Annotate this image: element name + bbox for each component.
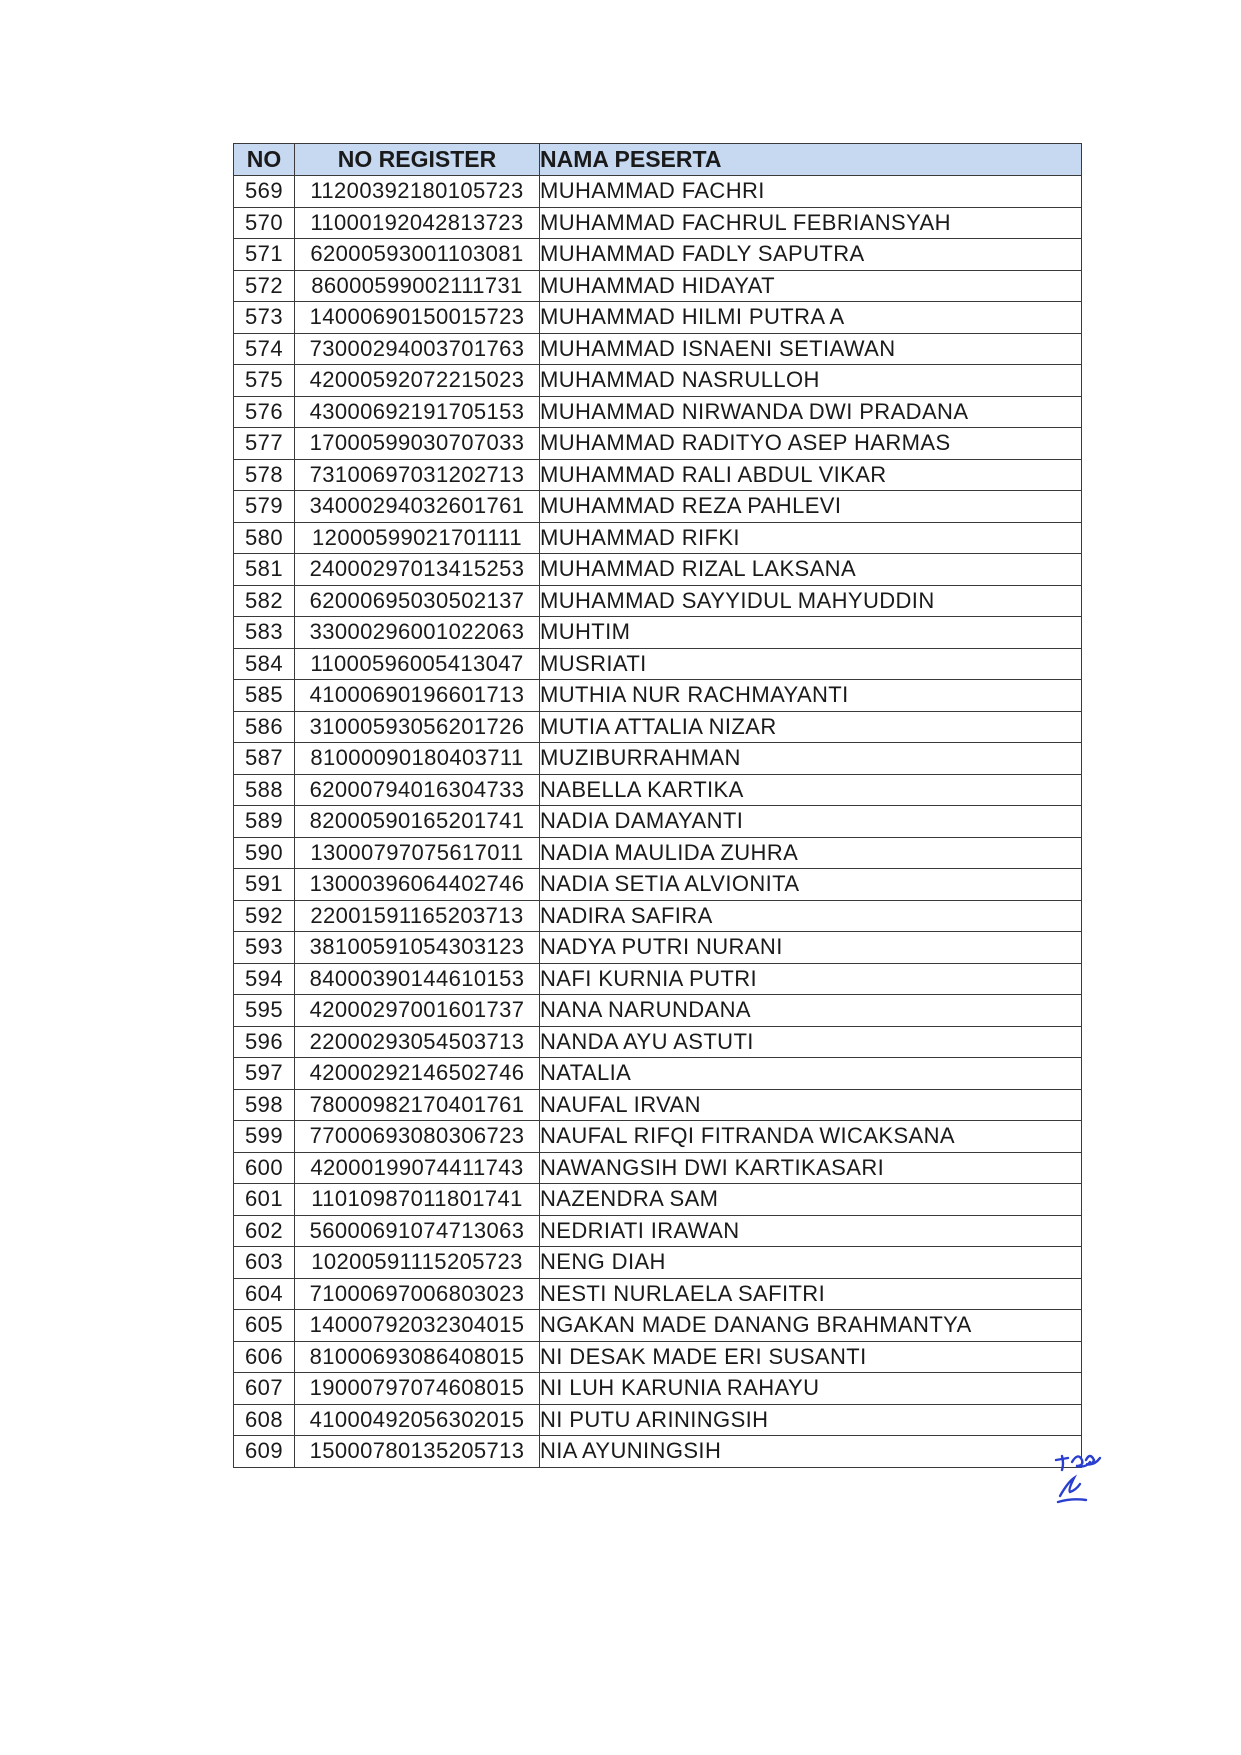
row-register-number: 22001591165203713 (295, 900, 540, 932)
table-row (234, 428, 1082, 460)
table-row (234, 869, 1082, 901)
row-register-number: 41000492056302015 (295, 1404, 540, 1436)
row-register-number: 42000199074411743 (295, 1152, 540, 1184)
row-participant-name: NABELLA KARTIKA (540, 774, 1082, 806)
row-register-number: 73000294003701763 (295, 333, 540, 365)
table-row (234, 1404, 1082, 1436)
handwritten-initials-icon (1052, 1446, 1124, 1506)
row-register-number: 14000690150015723 (295, 302, 540, 334)
table-row (234, 1247, 1082, 1279)
row-number: 589 (234, 806, 295, 838)
row-participant-name: NI LUH KARUNIA RAHAYU (540, 1373, 1082, 1405)
row-number: 569 (234, 176, 295, 208)
table-row (234, 617, 1082, 649)
row-number: 578 (234, 459, 295, 491)
table-row (234, 648, 1082, 680)
table-row (234, 1184, 1082, 1216)
row-participant-name: NAWANGSIH DWI KARTIKASARI (540, 1152, 1082, 1184)
row-register-number: 31000593056201726 (295, 711, 540, 743)
row-register-number: 81000090180403711 (295, 743, 540, 775)
row-number: 591 (234, 869, 295, 901)
table-row (234, 1341, 1082, 1373)
row-participant-name: MUZIBURRAHMAN (540, 743, 1082, 775)
table-body (234, 176, 1082, 1468)
table-row (234, 774, 1082, 806)
row-register-number: 24000297013415253 (295, 554, 540, 586)
table-row (234, 270, 1082, 302)
row-number: 584 (234, 648, 295, 680)
row-register-number: 42000292146502746 (295, 1058, 540, 1090)
row-participant-name: NAUFAL IRVAN (540, 1089, 1082, 1121)
table-row (234, 1373, 1082, 1405)
table-row (234, 1089, 1082, 1121)
row-participant-name: MUHAMMAD RADITYO ASEP HARMAS (540, 428, 1082, 460)
row-number: 570 (234, 207, 295, 239)
row-participant-name: NANA NARUNDANA (540, 995, 1082, 1027)
row-number: 586 (234, 711, 295, 743)
table-row (234, 900, 1082, 932)
row-register-number: 82000590165201741 (295, 806, 540, 838)
table-row (234, 239, 1082, 271)
row-participant-name: NADIA MAULIDA ZUHRA (540, 837, 1082, 869)
row-participant-name: MUHTIM (540, 617, 1082, 649)
row-register-number: 43000692191705153 (295, 396, 540, 428)
row-number: 593 (234, 932, 295, 964)
row-number: 582 (234, 585, 295, 617)
row-number: 609 (234, 1436, 295, 1468)
row-register-number: 13000396064402746 (295, 869, 540, 901)
row-register-number: 14000792032304015 (295, 1310, 540, 1342)
row-participant-name: NADIRA SAFIRA (540, 900, 1082, 932)
row-number: 594 (234, 963, 295, 995)
row-number: 600 (234, 1152, 295, 1184)
row-participant-name: MUHAMMAD RIZAL LAKSANA (540, 554, 1082, 586)
row-number: 605 (234, 1310, 295, 1342)
row-participant-name: NI PUTU ARININGSIH (540, 1404, 1082, 1436)
table-row (234, 1121, 1082, 1153)
row-participant-name: NEDRIATI IRAWAN (540, 1215, 1082, 1247)
row-register-number: 62000695030502137 (295, 585, 540, 617)
row-participant-name: MUHAMMAD FACHRI (540, 176, 1082, 208)
row-number: 588 (234, 774, 295, 806)
participant-table (233, 143, 1082, 1468)
table-row (234, 207, 1082, 239)
row-register-number: 11200392180105723 (295, 176, 540, 208)
row-number: 595 (234, 995, 295, 1027)
table-row (234, 396, 1082, 428)
row-register-number: 62000593001103081 (295, 239, 540, 271)
row-participant-name: NESTI NURLAELA SAFITRI (540, 1278, 1082, 1310)
table-row (234, 806, 1082, 838)
row-register-number: 19000797074608015 (295, 1373, 540, 1405)
table-row (234, 302, 1082, 334)
row-number: 583 (234, 617, 295, 649)
row-number: 602 (234, 1215, 295, 1247)
table-row (234, 491, 1082, 523)
row-register-number: 15000780135205713 (295, 1436, 540, 1468)
row-register-number: 81000693086408015 (295, 1341, 540, 1373)
row-participant-name: MUSRIATI (540, 648, 1082, 680)
row-participant-name: NGAKAN MADE DANANG BRAHMANTYA (540, 1310, 1082, 1342)
row-participant-name: NADYA PUTRI NURANI (540, 932, 1082, 964)
row-register-number: 11010987011801741 (295, 1184, 540, 1216)
row-participant-name: MUHAMMAD FACHRUL FEBRIANSYAH (540, 207, 1082, 239)
row-participant-name: MUHAMMAD NIRWANDA DWI PRADANA (540, 396, 1082, 428)
row-participant-name: NIA AYUNINGSIH (540, 1436, 1082, 1468)
row-register-number: 42000297001601737 (295, 995, 540, 1027)
row-participant-name: MUHAMMAD REZA PAHLEVI (540, 491, 1082, 523)
row-number: 592 (234, 900, 295, 932)
row-register-number: 17000599030707033 (295, 428, 540, 460)
table-row (234, 743, 1082, 775)
table-row (234, 1152, 1082, 1184)
table-row (234, 837, 1082, 869)
row-number: 607 (234, 1373, 295, 1405)
row-number: 571 (234, 239, 295, 271)
table-row (234, 995, 1082, 1027)
table-row (234, 585, 1082, 617)
row-register-number: 12000599021701111 (295, 522, 540, 554)
table-row (234, 554, 1082, 586)
row-participant-name: NADIA DAMAYANTI (540, 806, 1082, 838)
row-participant-name: MUHAMMAD RIFKI (540, 522, 1082, 554)
row-register-number: 84000390144610153 (295, 963, 540, 995)
table-row (234, 932, 1082, 964)
table-row (234, 1026, 1082, 1058)
table-row (234, 680, 1082, 712)
row-register-number: 11000192042813723 (295, 207, 540, 239)
row-participant-name: MUHAMMAD HILMI PUTRA A (540, 302, 1082, 334)
row-number: 574 (234, 333, 295, 365)
table-row (234, 1215, 1082, 1247)
table-row (234, 963, 1082, 995)
table-row (234, 711, 1082, 743)
row-number: 585 (234, 680, 295, 712)
row-number: 606 (234, 1341, 295, 1373)
row-participant-name: MUHAMMAD RALI ABDUL VIKAR (540, 459, 1082, 491)
table-row (234, 1436, 1082, 1468)
row-register-number: 34000294032601761 (295, 491, 540, 523)
row-participant-name: MUTHIA NUR RACHMAYANTI (540, 680, 1082, 712)
row-register-number: 77000693080306723 (295, 1121, 540, 1153)
row-register-number: 33000296001022063 (295, 617, 540, 649)
row-number: 575 (234, 365, 295, 397)
table-row (234, 1058, 1082, 1090)
table-row (234, 1310, 1082, 1342)
row-participant-name: MUHAMMAD ISNAENI SETIAWAN (540, 333, 1082, 365)
row-number: 604 (234, 1278, 295, 1310)
table-row (234, 176, 1082, 208)
table-header-row (234, 144, 1082, 176)
row-number: 601 (234, 1184, 295, 1216)
row-participant-name: MUHAMMAD HIDAYAT (540, 270, 1082, 302)
row-number: 603 (234, 1247, 295, 1279)
row-number: 608 (234, 1404, 295, 1436)
row-participant-name: NADIA SETIA ALVIONITA (540, 869, 1082, 901)
row-number: 596 (234, 1026, 295, 1058)
row-register-number: 62000794016304733 (295, 774, 540, 806)
row-participant-name: MUHAMMAD FADLY SAPUTRA (540, 239, 1082, 271)
header-no: NO (234, 144, 295, 176)
row-register-number: 22000293054503713 (295, 1026, 540, 1058)
row-participant-name: MUTIA ATTALIA NIZAR (540, 711, 1082, 743)
header-name: NAMA PESERTA (540, 144, 1082, 176)
row-number: 580 (234, 522, 295, 554)
row-register-number: 42000592072215023 (295, 365, 540, 397)
row-register-number: 56000691074713063 (295, 1215, 540, 1247)
row-participant-name: MUHAMMAD SAYYIDUL MAHYUDDIN (540, 585, 1082, 617)
table-row (234, 522, 1082, 554)
table-row (234, 365, 1082, 397)
row-participant-name: NATALIA (540, 1058, 1082, 1090)
row-participant-name: MUHAMMAD NASRULLOH (540, 365, 1082, 397)
row-participant-name: NAZENDRA SAM (540, 1184, 1082, 1216)
table-row (234, 459, 1082, 491)
row-number: 581 (234, 554, 295, 586)
header-register: NO REGISTER (295, 144, 540, 176)
row-register-number: 13000797075617011 (295, 837, 540, 869)
row-number: 598 (234, 1089, 295, 1121)
row-participant-name: NENG DIAH (540, 1247, 1082, 1279)
row-number: 577 (234, 428, 295, 460)
row-register-number: 71000697006803023 (295, 1278, 540, 1310)
row-number: 587 (234, 743, 295, 775)
row-register-number: 10200591115205723 (295, 1247, 540, 1279)
row-number: 579 (234, 491, 295, 523)
row-participant-name: NAFI KURNIA PUTRI (540, 963, 1082, 995)
table-row (234, 1278, 1082, 1310)
row-register-number: 38100591054303123 (295, 932, 540, 964)
row-participant-name: NI DESAK MADE ERI SUSANTI (540, 1341, 1082, 1373)
row-number: 573 (234, 302, 295, 334)
row-register-number: 73100697031202713 (295, 459, 540, 491)
row-register-number: 86000599002111731 (295, 270, 540, 302)
row-number: 576 (234, 396, 295, 428)
row-participant-name: NANDA AYU ASTUTI (540, 1026, 1082, 1058)
row-participant-name: NAUFAL RIFQI FITRANDA WICAKSANA (540, 1121, 1082, 1153)
table-row (234, 333, 1082, 365)
row-number: 599 (234, 1121, 295, 1153)
row-register-number: 41000690196601713 (295, 680, 540, 712)
row-number: 597 (234, 1058, 295, 1090)
row-register-number: 11000596005413047 (295, 648, 540, 680)
row-register-number: 78000982170401761 (295, 1089, 540, 1121)
row-number: 590 (234, 837, 295, 869)
row-number: 572 (234, 270, 295, 302)
